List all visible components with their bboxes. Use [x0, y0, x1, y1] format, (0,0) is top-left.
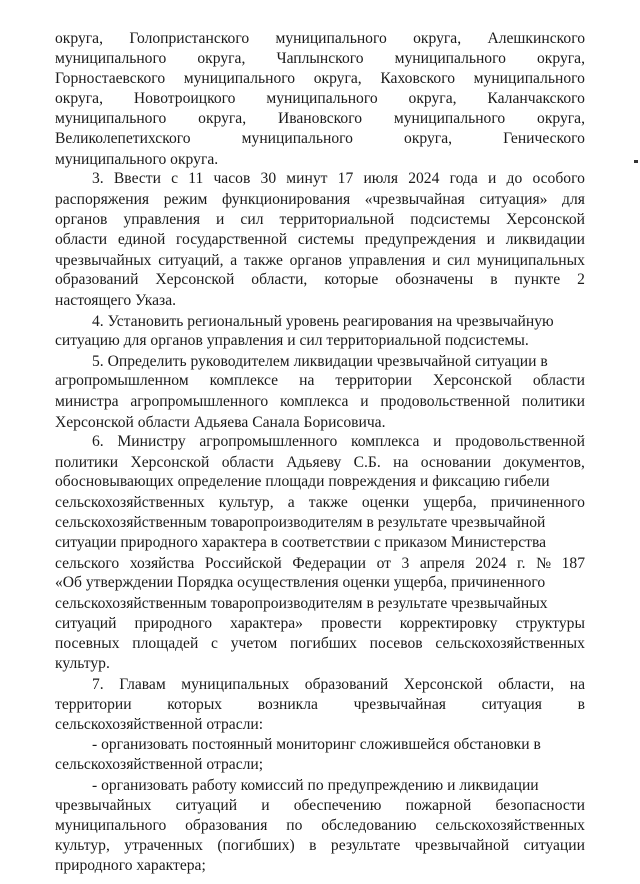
text-word: с: [171, 170, 179, 187]
text-line: [55, 89, 585, 108]
text-word: - организовать постоянный мониторинг сложившейся обстановки в: [92, 736, 541, 753]
text-word: с: [211, 635, 218, 652]
text-word: Великолепетихского: [55, 130, 191, 147]
text-line: [55, 331, 529, 350]
text-word: 17: [337, 170, 354, 187]
text-word: управления: [348, 252, 426, 269]
text-word: Ивановского: [277, 110, 363, 127]
text-word: и: [433, 433, 442, 450]
text-line: [55, 472, 550, 491]
text-word: а: [230, 252, 238, 269]
text-word: Херсонской: [130, 454, 210, 471]
text-word: апреля: [419, 555, 465, 572]
text-word: распоряжения: [55, 191, 150, 208]
text-word: муниципального округа.: [55, 151, 219, 168]
text-word: площадей: [132, 635, 199, 652]
text-word: г.: [517, 555, 526, 572]
text-word: структуры: [515, 615, 585, 632]
text-word: на: [299, 372, 315, 389]
text-word: 11: [188, 170, 204, 187]
scan-mark: [634, 160, 638, 163]
text-line: [55, 392, 585, 411]
text-word: Алешкинского: [487, 30, 585, 47]
text-word: основании: [420, 454, 492, 471]
text-word: чрезвычайной: [414, 837, 510, 854]
text-word: предупреждения: [364, 231, 476, 248]
text-word: 187: [561, 555, 585, 572]
text-word: территории: [335, 372, 412, 389]
text-word: муниципального: [183, 70, 296, 87]
text-word: муниципального: [55, 50, 167, 67]
text-line: [55, 755, 263, 774]
text-line: [92, 735, 541, 754]
text-word: муниципального: [266, 90, 378, 107]
text-word: Херсонской: [403, 676, 483, 693]
text-line: [92, 776, 539, 795]
text-word: «Об утверждении Порядка осуществления оценки ущерба, причиненного: [55, 574, 546, 591]
text-word: и: [216, 211, 225, 228]
text-word: муниципального: [275, 30, 387, 47]
text-word: на: [393, 454, 409, 471]
text-word: области,: [251, 271, 308, 288]
text-word: округа,: [413, 30, 462, 47]
text-word: корректировку: [399, 615, 498, 632]
text-line: [55, 109, 585, 128]
text-word: Генического: [503, 130, 585, 147]
text-word: чрезвычайная: [353, 696, 446, 713]
text-word: до: [506, 170, 523, 187]
text-word: 2024: [408, 170, 440, 187]
text-word: ситуация: [481, 696, 542, 713]
text-line: [55, 796, 585, 815]
text-word: управления: [123, 211, 201, 228]
text-line: [55, 29, 585, 48]
text-word: ситуации: [523, 837, 585, 854]
text-word: а: [287, 494, 295, 511]
text-word: пункте: [514, 271, 561, 288]
text-word: муниципального: [55, 110, 167, 127]
text-word: режим: [163, 191, 208, 208]
text-word: сельскохозяйственных: [435, 635, 585, 652]
text-word: природного характера;: [55, 857, 206, 874]
text-word: территории: [55, 696, 132, 713]
text-word: Каховского: [380, 70, 456, 87]
text-word: Херсонской: [155, 271, 235, 288]
text-word: 2: [577, 271, 585, 288]
text-word: оценки: [361, 494, 410, 511]
text-word: области: [55, 231, 108, 248]
text-line: [55, 291, 176, 310]
text-word: С.Б.: [353, 454, 381, 471]
text-word: Ввести: [113, 170, 161, 187]
text-word: области,: [498, 676, 555, 693]
text-line: [55, 836, 585, 855]
text-word: от: [376, 555, 391, 572]
text-word: ситуация»: [479, 191, 548, 208]
text-word: округа,: [197, 50, 246, 67]
text-word: образований: [304, 676, 389, 693]
text-word: округа,: [55, 30, 103, 47]
text-word: сельскохозяйственной отрасли;: [55, 756, 264, 773]
text-word: погибших: [289, 635, 357, 652]
text-word: хозяйства: [129, 555, 195, 572]
text-word: муниципального: [241, 130, 353, 147]
text-line: [55, 129, 585, 148]
text-word: Каланчакского: [487, 90, 585, 107]
text-word: агропромышленного: [130, 393, 269, 410]
text-word: комплекса: [350, 433, 420, 450]
text-word: также: [308, 494, 348, 511]
text-word: системы: [297, 231, 355, 248]
text-line: [55, 695, 585, 714]
text-word: 3: [401, 555, 410, 572]
text-line: [55, 230, 585, 249]
text-word: культур.: [55, 655, 110, 672]
text-word: результате: [330, 837, 401, 854]
text-word: года: [449, 170, 478, 187]
text-line: [92, 312, 554, 331]
text-word: Федерации: [292, 555, 366, 572]
text-word: чрезвычайных: [55, 252, 152, 269]
text-word: округа,: [537, 110, 585, 127]
text-word: и: [261, 797, 270, 814]
text-line: [92, 432, 585, 451]
text-word: округа,: [198, 110, 247, 127]
text-word: 3.: [92, 170, 104, 187]
text-word: и: [360, 393, 369, 410]
text-word: политики: [55, 454, 119, 471]
text-word: агропромышленном: [55, 372, 189, 389]
text-word: Чаплынского: [276, 50, 364, 67]
text-word: округа,: [408, 90, 457, 107]
text-word: агропромышленного: [199, 433, 338, 450]
text-word: муниципального: [393, 110, 506, 127]
text-word: сельскохозяйственных: [55, 494, 205, 511]
text-line: [55, 856, 206, 875]
text-word: настоящего Указа.: [55, 292, 177, 309]
text-word: на: [569, 676, 585, 693]
text-word: пожарной: [405, 797, 472, 814]
text-line: [55, 554, 585, 573]
text-word: муниципального: [473, 70, 585, 87]
text-word: безопасности: [495, 797, 585, 814]
text-line: [92, 675, 585, 694]
text-line: [55, 634, 585, 653]
text-word: ситуаций: [175, 797, 238, 814]
text-word: округа,: [537, 50, 585, 67]
text-word: посевов: [369, 635, 423, 652]
text-word: в: [490, 271, 498, 288]
text-word: обследованию: [321, 817, 417, 834]
text-word: утраченных: [124, 837, 203, 854]
text-line: [55, 270, 585, 289]
text-word: Адьяеву: [286, 454, 342, 471]
text-word: документов,: [503, 454, 585, 471]
text-word: чрезвычайных: [55, 797, 152, 814]
text-word: ситуацию для органов управления и сил территориальной подсистемы.: [55, 332, 529, 349]
text-word: области: [221, 454, 274, 471]
text-word: (погибших): [217, 837, 295, 854]
text-line: [55, 654, 110, 673]
text-line: [55, 715, 263, 734]
text-word: Херсонской: [432, 372, 512, 389]
text-word: области: [532, 372, 585, 389]
text-word: муниципального: [394, 50, 506, 67]
text-word: июля: [363, 170, 398, 187]
text-word: сельскохозяйственной отрасли:: [55, 716, 264, 733]
text-word: характера»: [230, 615, 303, 632]
text-word: образований: [55, 271, 139, 288]
text-word: Горностаевского: [55, 70, 166, 87]
text-word: ситуации природного характера в соответствии с приказом Министерства: [55, 534, 547, 551]
text-word: учетом: [230, 635, 278, 652]
text-line: [55, 150, 218, 169]
text-word: природного: [134, 615, 213, 632]
text-word: «чрезвычайная: [364, 191, 465, 208]
text-word: сельского: [55, 555, 120, 572]
text-word: и: [487, 170, 497, 187]
text-word: провести: [321, 615, 382, 632]
text-word: округа,: [55, 90, 103, 107]
text-word: по: [286, 817, 303, 834]
text-word: функционирования: [221, 191, 351, 208]
text-word: сельскохозяйственных: [435, 817, 585, 834]
text-word: сельскохозяйственным товаропроизводителям в результате чрезвычайных: [55, 595, 548, 612]
text-word: сельскохозяйственным товаропроизводителям в результате чрезвычайной: [55, 514, 546, 531]
text-word: продовольственной: [380, 393, 511, 410]
text-word: и: [432, 252, 441, 269]
text-word: единой: [117, 231, 166, 248]
text-line: [55, 453, 585, 472]
text-word: политики: [521, 393, 585, 410]
text-line: [55, 371, 585, 390]
text-word: возникла: [257, 696, 318, 713]
text-word: причиненного: [490, 494, 585, 511]
text-line: [92, 169, 585, 188]
text-word: муниципального: [55, 817, 167, 834]
text-word: территориальной: [279, 211, 395, 228]
text-word: сил: [447, 252, 471, 269]
text-word: образования: [185, 817, 268, 834]
text-word: для: [562, 191, 585, 208]
text-word: в: [309, 837, 317, 854]
text-word: 6.: [92, 433, 104, 450]
text-word: комплекса: [280, 393, 349, 410]
text-word: - организовать работу комиссий по предупреждению и ликвидации: [92, 777, 539, 794]
text-word: министра: [55, 393, 119, 410]
text-line: [55, 513, 545, 532]
text-word: Херсонской области Адьяева Санала Борисовича.: [55, 414, 386, 431]
text-word: 2024: [475, 555, 507, 572]
text-word: культур,: [55, 837, 110, 854]
text-word: ситуаций: [55, 615, 117, 632]
text-word: Министру: [117, 433, 186, 450]
text-line: [55, 573, 545, 592]
text-word: комплексе: [209, 372, 279, 389]
text-word: которые: [324, 271, 379, 288]
text-word: подсистемы: [410, 211, 491, 228]
text-line: [55, 69, 585, 88]
text-line: [55, 533, 546, 552]
text-word: продовольственной: [455, 433, 585, 450]
text-word: Херсонской: [506, 211, 585, 228]
text-word: которых: [167, 696, 223, 713]
text-word: также: [243, 252, 283, 269]
text-line: [92, 352, 548, 371]
text-word: ущерба,: [423, 494, 477, 511]
text-word: органов: [289, 252, 343, 269]
text-word: и: [486, 231, 495, 248]
text-word: 30: [260, 170, 277, 187]
text-word: особого: [532, 170, 585, 187]
text-line: [55, 251, 585, 270]
text-word: ситуаций,: [158, 252, 224, 269]
text-word: часов: [213, 170, 251, 187]
text-word: Голопристанского: [129, 30, 250, 47]
text-word: Новотроицкого: [133, 90, 236, 107]
text-line: [55, 413, 386, 432]
text-word: округа,: [404, 130, 453, 147]
text-line: [55, 614, 585, 633]
text-word: обозначены: [395, 271, 474, 288]
text-word: Главам: [119, 676, 166, 693]
text-word: посевных: [55, 635, 120, 652]
text-word: Российской: [204, 555, 282, 572]
text-word: в: [577, 696, 585, 713]
text-line: [55, 594, 548, 613]
text-word: государственной: [176, 231, 288, 248]
text-word: минут: [286, 170, 328, 187]
text-word: ликвидации: [505, 231, 585, 248]
text-line: [55, 210, 585, 229]
text-word: 7.: [92, 676, 104, 693]
text-word: округа,: [313, 70, 362, 87]
text-line: [55, 49, 585, 68]
text-line: [55, 493, 585, 512]
text-word: сил: [240, 211, 264, 228]
text-word: 4. Установить региональный уровень реагирования на чрезвычайную: [92, 313, 554, 330]
text-word: муниципальных: [181, 676, 290, 693]
text-line: [55, 816, 585, 835]
text-word: муниципальных: [476, 252, 585, 269]
text-word: №: [536, 555, 552, 572]
text-line: [55, 190, 585, 209]
text-word: обосновывающих определение площади повреждения и фиксацию гибели: [55, 473, 550, 490]
text-word: обеспечению: [293, 797, 382, 814]
text-word: 5. Определить руководителем ликвидации чрезвычайной ситуации в: [92, 353, 548, 370]
text-word: органов: [55, 211, 108, 228]
text-word: культур,: [218, 494, 274, 511]
